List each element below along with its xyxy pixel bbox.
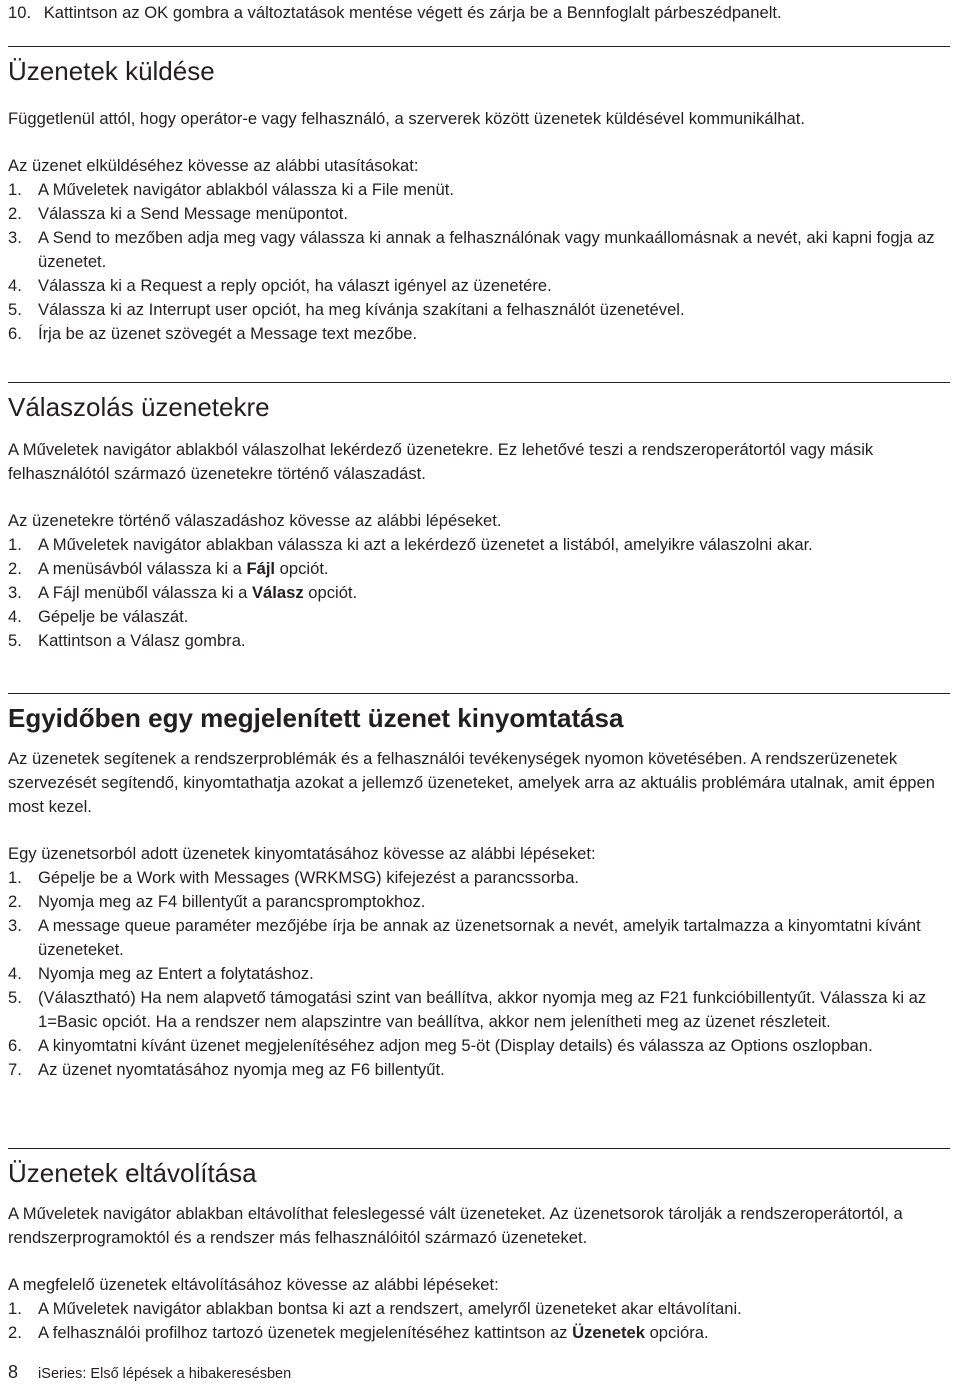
list-text: A Műveletek navigátor ablakban válassza ki azt a lekérdező üzenetet a listából, amelyikre válaszolni akar. — [38, 535, 813, 554]
list-text: A message queue paraméter mezőjébe írja be annak az üzenetsornak a nevét, amelyik tartalmazza a kinyomtatni kívánt üzeneteket. — [38, 916, 921, 959]
list-item — [8, 1297, 950, 1321]
list-item — [8, 890, 950, 914]
list-text: Kattintson a Válasz gombra. — [38, 631, 246, 650]
paragraph: Az üzenetek segítenek a rendszerproblémák és a felhasználói tevékenységek nyomon követésében. A rendszerüzenetek szervezését segítendő, kinyomtathatja azokat a jellemző üzeneteket, amelyek arra az aktuális problémára utalnak, amit éppen most kezel. — [8, 749, 935, 816]
list-number: 2. — [8, 1323, 22, 1342]
list-text: A Send to mezőben adja meg vagy válassza ki annak a felhasználónak vagy munkaállomásnak a nevét, aki kapni fogja az üzenetet. — [38, 228, 935, 271]
list-number: 2. — [8, 559, 22, 578]
list-text: Nyomja meg az F4 billentyűt a parancspromptokhoz. — [38, 892, 426, 911]
list-number: 7. — [8, 1060, 22, 1079]
list-item — [8, 178, 950, 202]
list-item — [8, 557, 950, 581]
list-number: 2. — [8, 204, 22, 223]
list-number: 3. — [8, 228, 22, 247]
section-send-messages — [8, 46, 950, 346]
paragraph: Egy üzenetsorból adott üzenetek kinyomtatásához kövesse az alábbi lépéseket: — [8, 844, 596, 863]
list-item — [8, 1058, 950, 1082]
list-item — [8, 226, 950, 274]
list-text: A felhasználói profilhoz tartozó üzenetek megjelenítéséhez kattintson az — [38, 1323, 573, 1342]
list-item — [8, 274, 950, 298]
section-title: Válaszolás üzenetekre — [8, 382, 950, 423]
list-text: A Fájl menüből válassza ki a — [38, 583, 252, 602]
list-item — [8, 1, 782, 25]
list-text-bold: Válasz — [251, 583, 304, 602]
list-number: 5. — [8, 988, 22, 1007]
list-number: 4. — [8, 607, 22, 626]
list-number: 1. — [8, 535, 22, 554]
paragraph: Az üzenetekre történő válaszadáshoz kövesse az alábbi lépéseket. — [8, 511, 502, 530]
list-text: opciót. — [303, 583, 358, 602]
list-text: Válassza ki a Request a reply opciót, ha választ igényel az üzenetére. — [38, 276, 552, 295]
list-text: Válassza ki az Interrupt user opciót, ha meg kívánja szakítani a felhasználót üzenetével. — [38, 300, 685, 319]
list-number: 6. — [8, 324, 22, 343]
page-footer — [8, 1362, 291, 1383]
list-item — [8, 962, 950, 986]
list-item — [8, 298, 950, 322]
list-text: A kinyomtatni kívánt üzenet megjelenítéséhez adjon meg 5-öt (Display details) és válassza az Options oszlopban. — [38, 1036, 873, 1055]
footer-title: iSeries: Első lépések a hibakeresésben — [38, 1366, 292, 1382]
list-text: Nyomja meg az Entert a folytatáshoz. — [38, 964, 314, 983]
list-number: 1. — [8, 1299, 22, 1318]
list-number: 5. — [8, 300, 22, 319]
list-number: 2. — [8, 892, 22, 911]
list-item — [8, 581, 950, 605]
list-number: 1. — [8, 868, 22, 887]
list-text: opciót. — [275, 559, 329, 578]
list-number: 5. — [8, 631, 22, 650]
list-text: A Műveletek navigátor ablakból válassza ki a File menüt. — [38, 180, 454, 199]
list-text: A Műveletek navigátor ablakban bontsa ki azt a rendszert, amelyről üzeneteket akar eltávolítani. — [38, 1299, 742, 1318]
list-item — [8, 986, 950, 1034]
list-number: 3. — [8, 916, 22, 935]
list-text: Kattintson az OK gombra a változtatások mentése végett és zárja be a Bennfoglalt párbeszédpanelt. — [43, 3, 782, 22]
list-text: Gépelje be válaszát. — [38, 607, 189, 626]
steps-list — [8, 866, 950, 1082]
list-item — [8, 914, 950, 962]
list-number: 1. — [8, 180, 22, 199]
paragraph: A Műveletek navigátor ablakban eltávolíthat feleslegessé vált üzeneteket. Az üzenetsorok tárolják a rendszeroperátortól, a rendszerprogramoktól és a rendszer más felhasználóitól származó üzeneteket. — [8, 1204, 903, 1247]
list-text: opcióra. — [644, 1323, 709, 1342]
section-reply-messages — [8, 382, 950, 653]
list-item — [8, 866, 950, 890]
list-item — [8, 1034, 950, 1058]
section-title: Egyidőben egy megjelenített üzenet kinyomtatása — [8, 693, 950, 734]
list-number: 3. — [8, 583, 22, 602]
list-number: 4. — [8, 276, 22, 295]
list-item — [8, 202, 950, 226]
steps-list — [8, 178, 950, 346]
list-number: 4. — [8, 964, 22, 983]
list-text: (Választható) Ha nem alapvető támogatási szint van beállítva, akkor nyomja meg az F21 funkcióbillentyűt. Válassza ki az 1=Basic opciót. Ha a rendszer nem alapszintre van beállítva, akkor nem jelenítheti meg az üzenet részleteit. — [38, 988, 927, 1031]
list-text-bold: Üzenetek — [572, 1323, 645, 1342]
steps-list — [8, 1297, 950, 1345]
section-title: Üzenetek küldése — [8, 46, 950, 87]
section-print-message — [8, 693, 950, 1082]
list-text: A menüsávból válassza ki a — [38, 559, 247, 578]
list-item — [8, 605, 950, 629]
paragraph: A megfelelő üzenetek eltávolításához kövesse az alábbi lépéseket: — [8, 1275, 499, 1294]
paragraph: A Műveletek navigátor ablakból válaszolhat lekérdező üzenetekre. Ez lehetővé teszi a rendszeroperátortól vagy másik felhasználótól származó üzenetekre történő válaszadást. — [8, 440, 874, 483]
section-remove-messages — [8, 1148, 950, 1345]
list-text: Gépelje be a Work with Messages (WRKMSG) kifejezést a parancssorba. — [38, 868, 580, 887]
list-text-bold: Fájl — [246, 559, 276, 578]
paragraph: Az üzenet elküldéséhez kövesse az alábbi utasításokat: — [8, 156, 419, 175]
list-text: Válassza ki a Send Message menüpontot. — [38, 204, 348, 223]
list-item — [8, 533, 950, 557]
list-text: Az üzenet nyomtatásához nyomja meg az F6 billentyűt. — [38, 1060, 445, 1079]
list-item — [8, 629, 950, 653]
list-item — [8, 322, 950, 346]
steps-list — [8, 533, 950, 653]
page-number: 8 — [8, 1362, 19, 1382]
list-number: 10. — [8, 3, 32, 22]
list-number: 6. — [8, 1036, 22, 1055]
paragraph: Függetlenül attól, hogy operátor-e vagy felhasználó, a szerverek között üzenetek küldésével kommunikálhat. — [8, 109, 805, 128]
list-item — [8, 1321, 950, 1345]
section-title: Üzenetek eltávolítása — [8, 1148, 950, 1189]
list-text: Írja be az üzenet szövegét a Message text mezőbe. — [38, 324, 418, 343]
